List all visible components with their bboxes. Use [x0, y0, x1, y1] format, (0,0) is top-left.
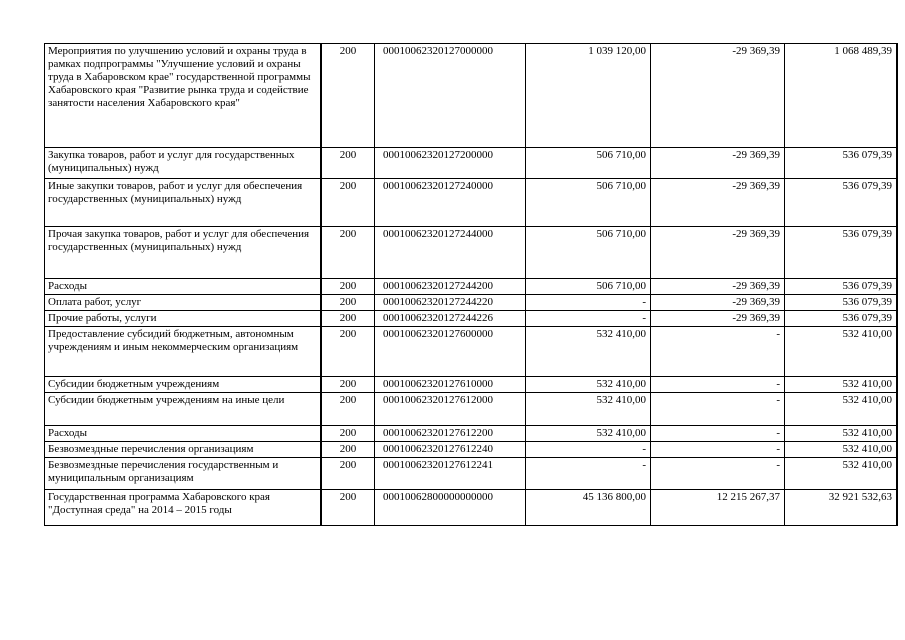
row-kbk: 00010062320127244000 [375, 227, 526, 279]
row-code: 200 [321, 327, 375, 377]
row-executed: - [651, 377, 785, 393]
row-executed: -29 369,39 [651, 279, 785, 295]
row-kbk: 00010062800000000000 [375, 490, 526, 526]
row-code: 200 [321, 227, 375, 279]
row-remaining: 532 410,00 [785, 426, 898, 442]
row-code: 200 [321, 148, 375, 179]
row-remaining: 532 410,00 [785, 458, 898, 490]
row-kbk: 00010062320127612241 [375, 458, 526, 490]
row-name: Субсидии бюджетным учреждениям на иные цели [45, 393, 322, 426]
row-code: 200 [321, 179, 375, 227]
row-remaining: 536 079,39 [785, 279, 898, 295]
row-executed: -29 369,39 [651, 44, 785, 148]
row-code: 200 [321, 458, 375, 490]
row-approved: 506 710,00 [526, 227, 651, 279]
table-row [45, 458, 898, 490]
row-name: Оплата работ, услуг [45, 295, 322, 311]
row-remaining: 532 410,00 [785, 442, 898, 458]
row-remaining: 536 079,39 [785, 148, 898, 179]
row-remaining: 1 068 489,39 [785, 44, 898, 148]
row-approved: - [526, 311, 651, 327]
row-remaining: 536 079,39 [785, 179, 898, 227]
row-executed: - [651, 442, 785, 458]
row-executed: -29 369,39 [651, 179, 785, 227]
row-approved: 506 710,00 [526, 279, 651, 295]
row-remaining: 532 410,00 [785, 377, 898, 393]
table-row [45, 279, 898, 295]
row-name: Безвозмездные перечисления организациям [45, 442, 322, 458]
row-name: Закупка товаров, работ и услуг для государственных (муниципальных) нужд [45, 148, 322, 179]
row-approved: 1 039 120,00 [526, 44, 651, 148]
table-row [45, 377, 898, 393]
row-name: Прочие работы, услуги [45, 311, 322, 327]
row-approved: - [526, 442, 651, 458]
row-executed: -29 369,39 [651, 227, 785, 279]
row-remaining: 536 079,39 [785, 227, 898, 279]
row-code: 200 [321, 377, 375, 393]
row-name: Прочая закупка товаров, работ и услуг для обеспечения государственных (муниципальных) нужд [45, 227, 322, 279]
row-approved: 532 410,00 [526, 327, 651, 377]
row-kbk: 00010062320127612000 [375, 393, 526, 426]
row-code: 200 [321, 393, 375, 426]
table-row [45, 227, 898, 279]
row-approved: 506 710,00 [526, 179, 651, 227]
row-kbk: 00010062320127244220 [375, 295, 526, 311]
row-name: Предоставление субсидий бюджетным, автономным учреждениям и иным некоммерческим организациям [45, 327, 322, 377]
row-executed: -29 369,39 [651, 148, 785, 179]
row-approved: 506 710,00 [526, 148, 651, 179]
row-kbk: 00010062320127612200 [375, 426, 526, 442]
row-executed: 12 215 267,37 [651, 490, 785, 526]
row-approved: 532 410,00 [526, 426, 651, 442]
row-kbk: 00010062320127244226 [375, 311, 526, 327]
row-name: Иные закупки товаров, работ и услуг для обеспечения государственных (муниципальных) нужд [45, 179, 322, 227]
row-approved: 45 136 800,00 [526, 490, 651, 526]
table-row [45, 311, 898, 327]
row-code: 200 [321, 295, 375, 311]
row-approved: - [526, 458, 651, 490]
row-name: Безвозмездные перечисления государственным и муниципальным организациям [45, 458, 322, 490]
row-remaining: 536 079,39 [785, 311, 898, 327]
table-row [45, 179, 898, 227]
row-executed: -29 369,39 [651, 311, 785, 327]
row-name: Расходы [45, 279, 322, 295]
row-code: 200 [321, 279, 375, 295]
row-executed: - [651, 327, 785, 377]
row-kbk: 00010062320127240000 [375, 179, 526, 227]
row-code: 200 [321, 490, 375, 526]
row-code: 200 [321, 442, 375, 458]
row-executed: - [651, 393, 785, 426]
table-row [45, 148, 898, 179]
row-remaining: 536 079,39 [785, 295, 898, 311]
row-name: Мероприятия по улучшению условий и охраны труда в рамках подпрограммы "Улучшение условий и охраны труда в Хабаровском крае" государственной программы Хабаровского края "Развитие рынка труда и содействие занятости населения Хабаровского края" [45, 44, 322, 148]
table-row [45, 442, 898, 458]
row-approved: 532 410,00 [526, 377, 651, 393]
row-approved: 532 410,00 [526, 393, 651, 426]
row-name: Государственная программа Хабаровского края "Доступная среда" на 2014 – 2015 годы [45, 490, 322, 526]
row-code: 200 [321, 311, 375, 327]
row-kbk: 00010062320127600000 [375, 327, 526, 377]
row-approved: - [526, 295, 651, 311]
row-executed: - [651, 426, 785, 442]
table-row [45, 426, 898, 442]
row-remaining: 32 921 532,63 [785, 490, 898, 526]
row-kbk: 00010062320127244200 [375, 279, 526, 295]
row-kbk: 00010062320127610000 [375, 377, 526, 393]
table-row [45, 44, 898, 148]
row-remaining: 532 410,00 [785, 393, 898, 426]
row-code: 200 [321, 44, 375, 148]
budget-table [44, 43, 898, 526]
row-kbk: 00010062320127612240 [375, 442, 526, 458]
table-row [45, 393, 898, 426]
row-name: Субсидии бюджетным учреждениям [45, 377, 322, 393]
table-row [45, 327, 898, 377]
row-remaining: 532 410,00 [785, 327, 898, 377]
row-kbk: 00010062320127200000 [375, 148, 526, 179]
table-row [45, 490, 898, 526]
row-code: 200 [321, 426, 375, 442]
row-executed: -29 369,39 [651, 295, 785, 311]
row-executed: - [651, 458, 785, 490]
row-name: Расходы [45, 426, 322, 442]
row-kbk: 00010062320127000000 [375, 44, 526, 148]
table-row [45, 295, 898, 311]
